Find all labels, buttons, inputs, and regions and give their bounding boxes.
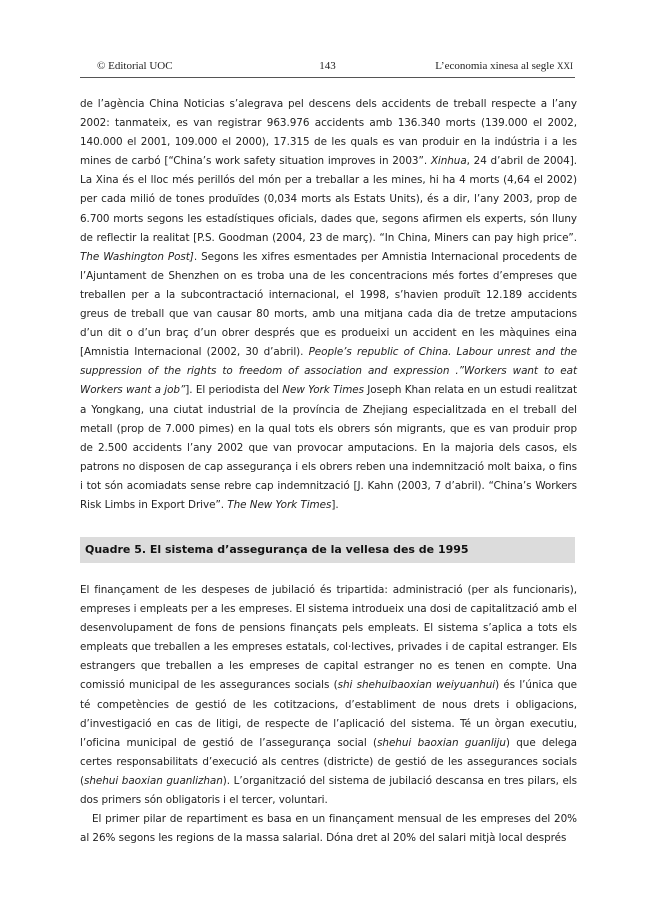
citation-italic: The Washington Post] [80, 250, 194, 263]
citation-italic: People’s republic of China. Labour unrest and the suppression of the rights to freedom of association and expression .”Workers want to eat Workers want a job” [80, 346, 577, 397]
text-span: . Segons les xifres esmentades per Amnistia Internacional procedents de l’Ajuntament de Shenzhen on es troba una de les concentracions més fortes d’empreses que treballen per a la subcontractació internacional, el 1998, s’havien produït 12.189 accidents greus de treball que van causar 80 morts, amb una mitjana cada dia de tretze amputacions d’un dit o d’un braç d’un obrer després que es produeixi un accident en les màquines eina [Amnistia Internacional (2002, 30 d’abril). [80, 250, 577, 359]
header-chapter-title-main: L’economia xinesa al segle [435, 60, 557, 72]
text-span: ) és l’única que té competències de gestió de les cotitzacions, d’establiment de nous drets i obligacions, d’investigació en cas de litigi, de respecte de l’aplicació del sistema. Té un òrgan executiu, l’oficina municipal de gestió de l’assegurança social ( [80, 679, 578, 749]
text-span: ]. El periodista del [185, 384, 283, 397]
text-span: , 24 d’abril de 2004]. La Xina és el lloc més perillós del món per a treballar a les mines, hi ha 4 morts (4,64 el 2002) per cada milió de tones produïdes (0,034 morts als Estats Units), és a dir, l’any 2003, prop de 6.700 morts segons les estadístiques oficials, dades que, segons afirmen els experts, són lluny de reflectir la realitat [P.S. Goodman (2004, 23 de març). “In China, Miners can pay high price”. [80, 155, 577, 244]
text-span: El finançament de les despeses de jubilació és tripartida: administració (per als funcionaris), empreses i empleats per a les empreses. El sistema introdueix una dosi de capitalització amb el desenvolupament de fons de pensions finançats pels empleats. El sistema s’aplica a tots els empleats que treballen a les empreses estatals, col·lectives, privades i de capital estranger. Els estrangers que treballen a les empreses de capital estranger no es tenen en compte. Una comissió municipal de les assegurances socials ( [80, 584, 577, 692]
text-span: ). L’organització del sistema de jubilació descansa en tres pilars, els dos primers són obligatoris i el tercer, voluntari. [80, 774, 578, 807]
box-heading-bar [80, 537, 575, 563]
citation-italic: Xinhua [430, 155, 467, 168]
citation-italic: New York Times [282, 384, 364, 397]
text-span: de l’agència China Noticias s’alegrava pel descens dels accidents de treball respecte a l’any 2002: tanmateix, es van registrar 963.976 accidents amb 136.340 morts (139.000 el 2002, 140.000 el 2001, 109.000 el 2000), 17.315 de les quals es van produir en la indústria i a les mines de carbó [“China’s work safety situation improves in 2003”. [80, 98, 577, 168]
text-span: Joseph Khan relata en un estudi realitzat a Yongkang, una ciutat industrial de la província de Zhejiang especialitzada en el treball del metall (prop de 7.000 pimes) en la qual tots els obrers són migrants, que es van produir prop de 2.500 accidents l’any 2002 que van provocar amputacions. En la majoria dels casos, els patrons no disposen de cap assegurança i els obrers reben una indemnització molt baixa, o fins i tot són acomiadats sense rebre cap indemnització [J. Kahn (2003, 7 d’abril). “China’s Workers Risk Limbs in Export Drive”. [80, 384, 577, 511]
text-span: ) que delega certes responsabilitats d’execució als centres (districte) de gestió de les assegurances socials ( [80, 736, 577, 787]
header-divider [80, 77, 575, 78]
body-text-top [80, 95, 577, 515]
paragraph-first-pillar: El primer pilar de repartiment es basa en un finançament mensual de les empreses del 20% al 26% segons les regions de la massa salarial. Dóna dret al 20% del salari mitjà local després [80, 813, 577, 845]
page-number: 143 [319, 60, 336, 72]
header-publisher: © Editorial UOC [97, 60, 173, 72]
citation-italic: The New York Times [227, 498, 332, 511]
box-heading: Quadre 5. El sistema d’assegurança de la vellesa des de 1995 [85, 543, 469, 556]
paragraph-work-accidents [80, 95, 577, 515]
term-italic: shehui baoxian guanliju [377, 736, 506, 749]
text-span: ]. [331, 498, 339, 511]
term-italic: shehui baoxian guanlizhan [84, 774, 223, 787]
paragraph-pension-financing [80, 581, 577, 810]
body-text-box [80, 581, 577, 848]
header-chapter-title [435, 60, 573, 72]
header-chapter-title-roman: XXI [557, 61, 573, 71]
page-header [80, 60, 575, 76]
term-italic: shi shehuibaoxian weiyuanhui [337, 679, 496, 692]
